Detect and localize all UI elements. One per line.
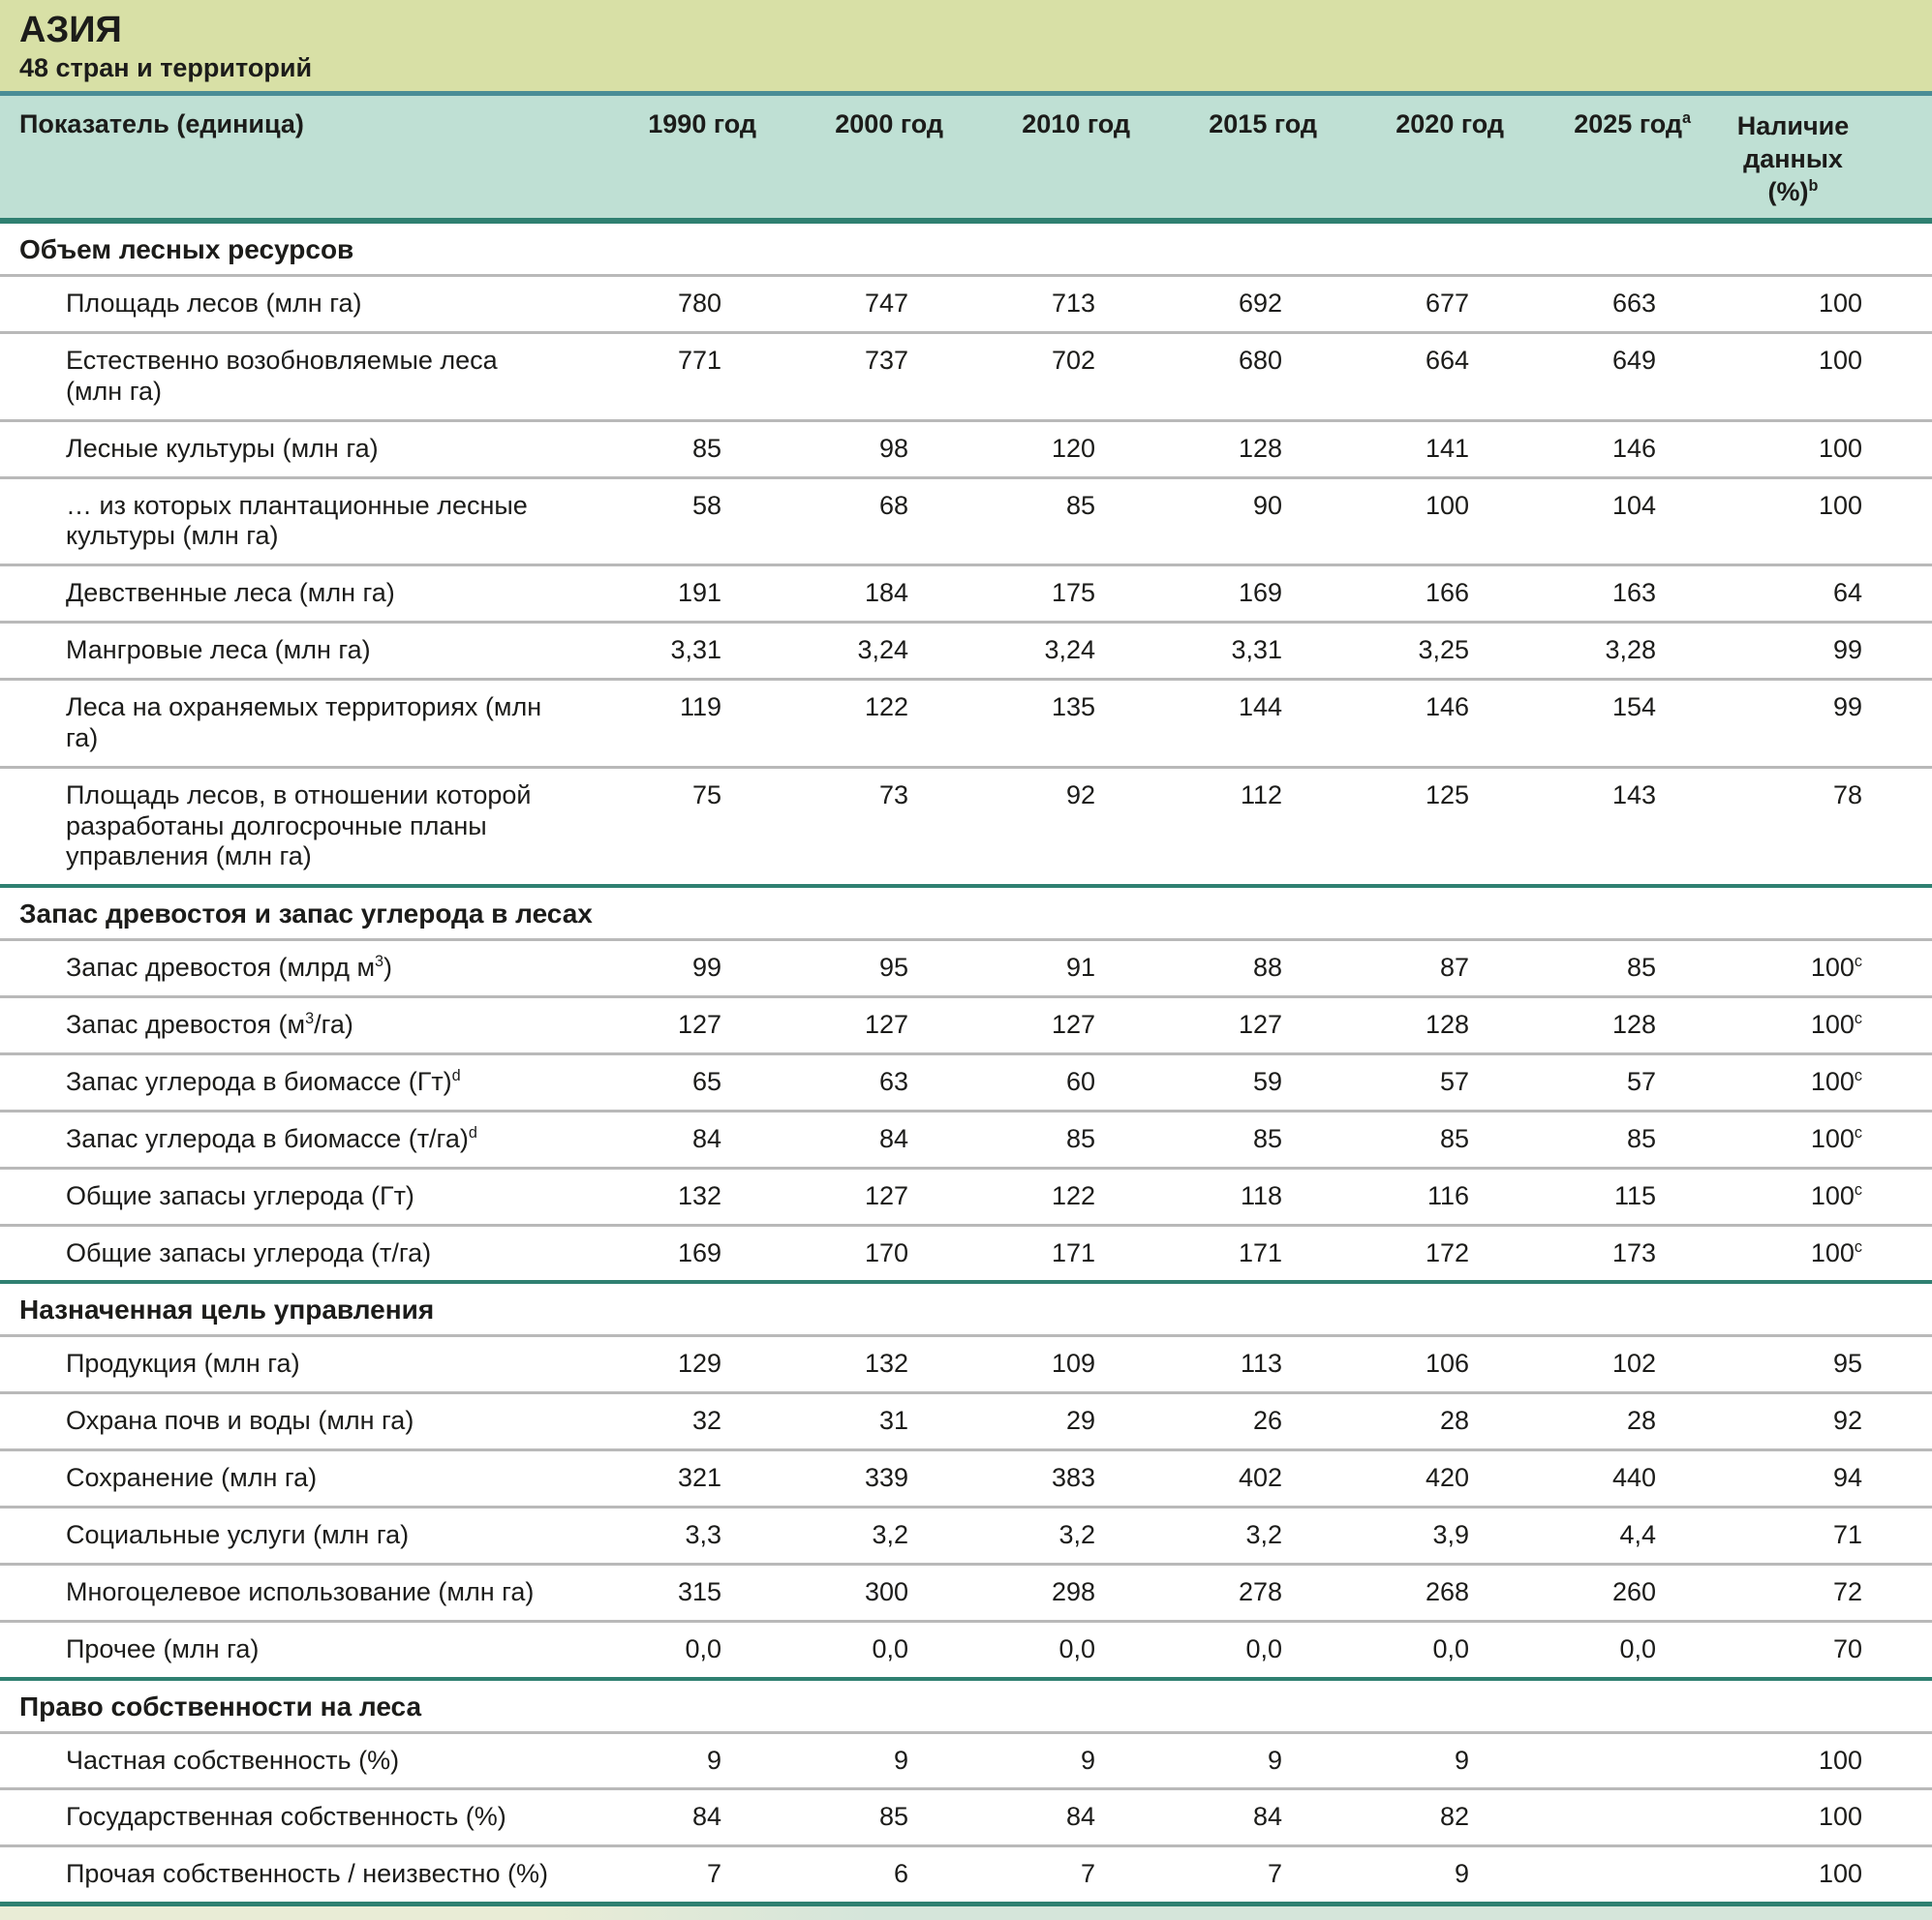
value-cell-2025: 154 (1611, 692, 1656, 721)
value-cell-1990: 75 (691, 779, 721, 809)
column-header-indicator: Показатель (единица) (19, 109, 304, 139)
value-cell-2025: 163 (1611, 578, 1656, 608)
row-label (0, 1067, 571, 1098)
column-header-availability (1693, 109, 1932, 208)
value-cell-2025: 85 (1626, 953, 1656, 983)
table-row (0, 621, 1932, 678)
value-cell-2000: 84 (878, 1123, 908, 1153)
row-label-text: Государственная собственность (%) (66, 1802, 506, 1832)
value-cell-2015: 26 (1252, 1406, 1282, 1436)
availability-value: 100 (1818, 1802, 1862, 1832)
table-row (0, 995, 1932, 1052)
row-label-text: Социальные услуги (млн га) (66, 1520, 410, 1550)
value-cell-1990: 315 (677, 1576, 721, 1606)
table-row (0, 476, 1932, 564)
value-cell-1990: 780 (677, 289, 721, 319)
value-cell-2010: 9 (1080, 1745, 1095, 1775)
availability-value: 100$^c$ (1810, 1180, 1862, 1210)
section-header: Объем лесных ресурсов (19, 234, 354, 265)
value-cell-1990: 119 (679, 692, 721, 721)
value-cell-2020: 677 (1425, 289, 1469, 319)
value-cell-2000: 73 (878, 779, 908, 809)
value-cell-2020: 268 (1425, 1576, 1469, 1606)
value-cell-1990: 9 (706, 1745, 721, 1775)
value-cell-2000: 127 (864, 1180, 908, 1210)
value-cell-2000: 31 (878, 1406, 908, 1436)
value-cell-2020: 85 (1439, 1123, 1469, 1153)
value-cell-2020: 57 (1439, 1067, 1469, 1097)
value-cell-2000: 300 (864, 1576, 908, 1606)
value-cell-2000: 0,0 (872, 1633, 908, 1663)
row-label-text: ) (383, 953, 393, 983)
availability-value: 100 (1818, 1859, 1862, 1889)
value-cell-2010: 135 (1051, 692, 1095, 721)
row-label (0, 1520, 571, 1551)
availability-value: 100$^c$ (1810, 1123, 1862, 1153)
value-cell-2015: 7 (1267, 1859, 1282, 1889)
table-row (0, 1052, 1932, 1110)
column-header-2010: 2010 год (1022, 109, 1130, 139)
row-label (0, 780, 571, 873)
value-cell-2020: 100 (1425, 490, 1469, 520)
value-cell-2000: 9 (893, 1745, 908, 1775)
section-header: Назначенная цель управления (19, 1295, 435, 1326)
availability-value: 95 (1832, 1349, 1862, 1379)
table-row (0, 564, 1932, 621)
value-cell-2000: 339 (864, 1463, 908, 1493)
value-cell-1990: 3,31 (670, 635, 721, 665)
value-cell-2020: 3,9 (1432, 1520, 1469, 1550)
value-cell-2010: 0,0 (1058, 1633, 1095, 1663)
row-label (0, 289, 571, 320)
table-row (0, 1334, 1932, 1391)
availability-value: 72 (1832, 1576, 1862, 1606)
value-cell-2010: 3,2 (1058, 1520, 1095, 1550)
column-header-2020: 2020 год (1395, 109, 1504, 139)
availability-value: 99 (1832, 635, 1862, 665)
value-cell-2015: 127 (1238, 1010, 1282, 1040)
availability-value: 71 (1832, 1520, 1862, 1550)
column-header-2015: 2015 год (1209, 109, 1317, 139)
value-cell-2020: 116 (1426, 1180, 1469, 1210)
value-cell-2020: 125 (1425, 779, 1469, 809)
footnote-marker-b: b (1808, 177, 1819, 196)
value-cell-2025: 143 (1611, 779, 1656, 809)
footnote-marker-a: a (1681, 109, 1691, 128)
table-section-2 (0, 1280, 1932, 1676)
value-cell-2000: 127 (864, 1010, 908, 1040)
row-label (0, 1181, 571, 1212)
value-cell-2010: 29 (1065, 1406, 1095, 1436)
row-label-text: Запас древостоя (м (66, 1010, 306, 1040)
availability-value: 100$^c$ (1810, 1237, 1862, 1267)
value-cell-2015: 85 (1252, 1123, 1282, 1153)
value-cell-1990: 771 (677, 345, 721, 375)
value-cell-2020: 9 (1454, 1745, 1469, 1775)
value-cell-2015: 3,2 (1245, 1520, 1282, 1550)
table-section-1 (0, 884, 1932, 1280)
value-cell-2000: 3,24 (857, 635, 908, 665)
row-label-text: /га) (314, 1010, 353, 1040)
availability-header-line3 (1693, 175, 1893, 208)
row-label-text: Запас углерода в биомассе (Гт) (66, 1067, 452, 1097)
value-cell-2020: 9 (1454, 1859, 1469, 1889)
footnote-marker: 3 (305, 1010, 315, 1028)
value-cell-2015: 402 (1238, 1463, 1282, 1493)
row-label (0, 1634, 571, 1665)
value-cell-2020: 82 (1439, 1802, 1469, 1832)
value-cell-2025: 663 (1611, 289, 1656, 319)
row-label (0, 1802, 571, 1833)
value-cell-2025: 4,4 (1619, 1520, 1656, 1550)
value-cell-1990: 129 (677, 1349, 721, 1379)
column-header-2025-text: 2025 год (1574, 109, 1682, 139)
value-cell-2025: 3,28 (1605, 635, 1656, 665)
table-row (0, 1391, 1932, 1448)
value-cell-2020: 146 (1425, 692, 1469, 721)
row-label (0, 578, 571, 609)
column-header-1990: 1990 год (648, 109, 756, 139)
availability-value: 100 (1818, 490, 1862, 520)
region-subtitle: 48 стран и территорий (19, 52, 313, 82)
value-cell-2010: 298 (1051, 1576, 1095, 1606)
value-cell-2010: 122 (1051, 1180, 1095, 1210)
value-cell-2015: 128 (1238, 433, 1282, 463)
value-cell-2015: 169 (1238, 578, 1282, 608)
table-row (0, 766, 1932, 885)
value-cell-2015: 84 (1252, 1802, 1282, 1832)
value-cell-2015: 112 (1240, 779, 1282, 809)
availability-value: 94 (1832, 1463, 1862, 1493)
row-label (0, 1124, 571, 1155)
value-cell-2015: 113 (1240, 1349, 1282, 1379)
value-cell-2025: 173 (1611, 1237, 1656, 1267)
value-cell-2010: 91 (1065, 953, 1095, 983)
table-row (0, 678, 1932, 766)
value-cell-2010: 84 (1065, 1802, 1095, 1832)
value-cell-2020: 28 (1439, 1406, 1469, 1436)
value-cell-2010: 7 (1080, 1859, 1095, 1889)
footnote-marker: d (451, 1067, 461, 1085)
table-row (0, 938, 1932, 995)
value-cell-1990: 169 (677, 1237, 721, 1267)
footnote-marker-c: c (1854, 1180, 1862, 1199)
value-cell-2010: 175 (1051, 578, 1095, 608)
value-cell-2020: 3,25 (1418, 635, 1469, 665)
value-cell-2010: 85 (1065, 490, 1095, 520)
value-cell-2000: 95 (878, 953, 908, 983)
value-cell-2015: 88 (1252, 953, 1282, 983)
row-label-text: Общие запасы углерода (т/га) (66, 1237, 432, 1267)
value-cell-2015: 144 (1238, 692, 1282, 721)
row-label-text: Мангровые леса (млн га) (66, 635, 371, 665)
value-cell-2025: 260 (1611, 1576, 1656, 1606)
value-cell-2015: 3,31 (1231, 635, 1282, 665)
table-row (0, 419, 1932, 476)
availability-value: 99 (1832, 692, 1862, 721)
value-cell-2025: 440 (1611, 1463, 1656, 1493)
availability-value: 100$^c$ (1810, 1067, 1862, 1097)
row-label-text: Площадь лесов, в отношении которой разработаны долгосрочные планы управления (млн га) (66, 779, 532, 871)
value-cell-2010: 120 (1051, 433, 1095, 463)
value-cell-2015: 59 (1252, 1067, 1282, 1097)
availability-value: 100 (1818, 433, 1862, 463)
row-label-text: Сохранение (млн га) (66, 1463, 318, 1493)
value-cell-1990: 0,0 (685, 1633, 721, 1663)
availability-value: 100$^c$ (1810, 1010, 1862, 1040)
value-cell-2000: 3,2 (872, 1520, 908, 1550)
value-cell-2025: 102 (1611, 1349, 1656, 1379)
footnote-marker-c: c (1854, 1237, 1862, 1256)
row-label (0, 692, 571, 754)
value-cell-1990: 85 (691, 433, 721, 463)
value-cell-2025: 0,0 (1619, 1633, 1656, 1663)
value-cell-2015: 171 (1238, 1237, 1282, 1267)
row-label (0, 1577, 571, 1608)
row-label-text: Продукция (млн га) (66, 1349, 300, 1379)
value-cell-2020: 0,0 (1432, 1633, 1469, 1663)
availability-header-line2: данных (1743, 144, 1843, 174)
availability-value: 100 (1818, 1745, 1862, 1775)
availability-header-line1: Наличие (1736, 111, 1850, 141)
value-cell-2010: 60 (1065, 1067, 1095, 1097)
table-section-3 (0, 1677, 1932, 1903)
row-label (0, 434, 571, 465)
row-label (0, 635, 571, 666)
row-label-text: Естественно возобновляемые леса (млн га) (66, 345, 498, 406)
table-row (0, 274, 1932, 331)
value-cell-1990: 65 (691, 1067, 721, 1097)
row-label (0, 491, 571, 553)
value-cell-2010: 171 (1051, 1237, 1095, 1267)
value-cell-2000: 98 (878, 433, 908, 463)
table-row (0, 1563, 1932, 1620)
section-header: Запас древостоя и запас углерода в лесах (19, 899, 593, 930)
table-row (0, 1167, 1932, 1224)
availability-value: 92 (1832, 1406, 1862, 1436)
row-label-text: Леса на охраняемых территориях (млн га) (66, 692, 542, 752)
row-label-text: Площадь лесов (млн га) (66, 289, 362, 319)
table-row (0, 1506, 1932, 1563)
value-cell-2000: 132 (864, 1349, 908, 1379)
value-cell-1990: 84 (691, 1802, 721, 1832)
table-section-0 (0, 224, 1932, 884)
value-cell-2010: 713 (1051, 289, 1095, 319)
value-cell-2025: 649 (1611, 345, 1656, 375)
row-label (0, 1238, 571, 1269)
value-cell-2015: 278 (1238, 1576, 1282, 1606)
value-cell-2000: 184 (864, 578, 908, 608)
value-cell-2015: 680 (1238, 345, 1282, 375)
value-cell-2015: 0,0 (1245, 1633, 1282, 1663)
row-label-text: Прочее (млн га) (66, 1633, 260, 1663)
table-row (0, 1110, 1932, 1167)
value-cell-1990: 127 (677, 1010, 721, 1040)
footnote-marker-c: c (1854, 953, 1862, 971)
footnote-marker-c: c (1854, 1123, 1862, 1142)
table-row (0, 1787, 1932, 1844)
availability-value: 100 (1818, 289, 1862, 319)
value-cell-2010: 127 (1051, 1010, 1095, 1040)
value-cell-2000: 122 (864, 692, 908, 721)
value-cell-2000: 747 (864, 289, 908, 319)
value-cell-2000: 170 (864, 1237, 908, 1267)
section-header: Право собственности на леса (19, 1691, 422, 1722)
value-cell-2020: 141 (1425, 433, 1469, 463)
value-cell-2025: 85 (1626, 1123, 1656, 1153)
footnote-marker: d (468, 1123, 477, 1142)
value-cell-1990: 32 (691, 1406, 721, 1436)
value-cell-2015: 9 (1267, 1745, 1282, 1775)
value-cell-2015: 692 (1238, 289, 1282, 319)
value-cell-2015: 90 (1252, 490, 1282, 520)
row-label (0, 1463, 571, 1494)
value-cell-2025: 28 (1626, 1406, 1656, 1436)
value-cell-2025: 57 (1626, 1067, 1656, 1097)
value-cell-2015: 118 (1240, 1180, 1282, 1210)
region-title-band (0, 0, 1932, 96)
table-row (0, 1224, 1932, 1281)
value-cell-2000: 63 (878, 1067, 908, 1097)
row-label (0, 1349, 571, 1380)
value-cell-1990: 7 (706, 1859, 721, 1889)
row-label (0, 953, 571, 984)
value-cell-2000: 737 (864, 345, 908, 375)
row-label-text: Лесные культуры (млн га) (66, 433, 379, 463)
value-cell-2010: 92 (1065, 779, 1095, 809)
value-cell-1990: 321 (677, 1463, 721, 1493)
table-row (0, 1731, 1932, 1788)
value-cell-2000: 6 (893, 1859, 908, 1889)
table-row (0, 331, 1932, 419)
value-cell-2025: 146 (1611, 433, 1656, 463)
value-cell-2025: 115 (1613, 1180, 1656, 1210)
value-cell-2010: 85 (1065, 1123, 1095, 1153)
row-label (0, 346, 571, 408)
row-label-text: Прочая собственность / неизвестно (%) (66, 1859, 548, 1889)
row-label-text: Общие запасы углерода (Гт) (66, 1180, 414, 1210)
row-label-text: Охрана почв и воды (млн га) (66, 1406, 414, 1436)
value-cell-1990: 191 (677, 578, 721, 608)
availability-value: 70 (1832, 1633, 1862, 1663)
footnote-marker-c: c (1854, 1067, 1862, 1085)
row-label (0, 1859, 571, 1890)
value-cell-2010: 3,24 (1044, 635, 1095, 665)
table-row (0, 1620, 1932, 1677)
row-label-text: … из которых плантационные лесные культуры (млн га) (66, 490, 528, 551)
value-cell-1990: 3,3 (685, 1520, 721, 1550)
value-cell-2010: 383 (1051, 1463, 1095, 1493)
footnote-marker: 3 (375, 953, 384, 971)
availability-value: 64 (1832, 578, 1862, 608)
value-cell-2020: 172 (1425, 1237, 1469, 1267)
value-cell-2010: 109 (1051, 1349, 1095, 1379)
value-cell-2000: 85 (878, 1802, 908, 1832)
value-cell-2025: 104 (1611, 490, 1656, 520)
value-cell-2020: 128 (1425, 1010, 1469, 1040)
table-row (0, 1844, 1932, 1902)
footnote-marker-c: c (1854, 1010, 1862, 1028)
value-cell-1990: 132 (677, 1180, 721, 1210)
column-header-row (0, 96, 1932, 224)
value-cell-1990: 84 (691, 1123, 721, 1153)
row-label-text: Девственные леса (млн га) (66, 578, 395, 608)
value-cell-2010: 702 (1051, 345, 1095, 375)
column-header-2025 (1506, 109, 1693, 139)
value-cell-2025: 128 (1611, 1010, 1656, 1040)
availability-value: 100$^c$ (1810, 953, 1862, 983)
value-cell-2020: 106 (1425, 1349, 1469, 1379)
row-label-text: Запас углерода в биомассе (т/га) (66, 1123, 469, 1153)
bottom-strip (0, 1906, 1932, 1920)
table-row (0, 1448, 1932, 1506)
value-cell-2020: 420 (1425, 1463, 1469, 1493)
value-cell-2020: 166 (1425, 578, 1469, 608)
availability-header-pct: (%) (1767, 177, 1809, 207)
row-label-text: Частная собственность (%) (66, 1745, 400, 1775)
row-label-text: Запас древостоя (млрд м (66, 953, 376, 983)
row-label (0, 1406, 571, 1437)
row-label (0, 1010, 571, 1041)
column-header-2000: 2000 год (835, 109, 943, 139)
value-cell-2020: 664 (1425, 345, 1469, 375)
availability-value: 100 (1818, 345, 1862, 375)
value-cell-1990: 99 (691, 953, 721, 983)
value-cell-2020: 87 (1439, 953, 1469, 983)
row-label-text: Многоцелевое использование (млн га) (66, 1576, 535, 1606)
value-cell-2000: 68 (878, 490, 908, 520)
table-body (0, 224, 1932, 1906)
availability-value: 78 (1832, 779, 1862, 809)
region-title: АЗИЯ (19, 10, 122, 50)
value-cell-1990: 58 (691, 490, 721, 520)
